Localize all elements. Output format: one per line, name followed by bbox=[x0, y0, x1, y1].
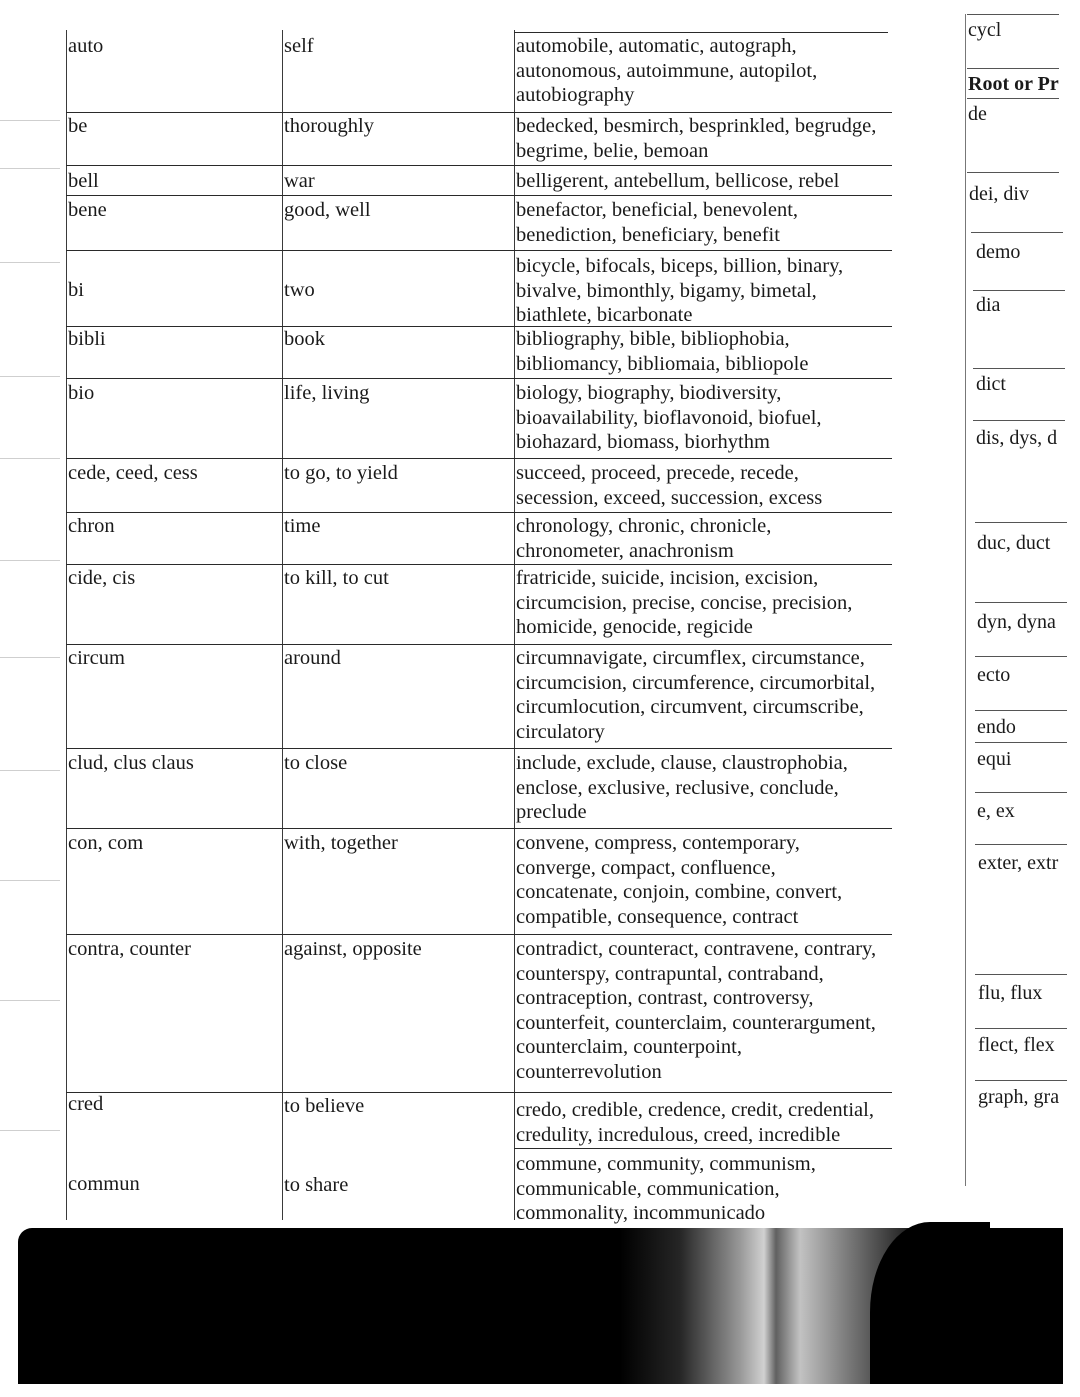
row-rule bbox=[967, 172, 1059, 173]
row-rule bbox=[66, 458, 892, 459]
root-cell: chron bbox=[68, 515, 115, 537]
row-rule bbox=[66, 512, 892, 513]
examples-cell: chronology, chronic, chronicle, chronometer, anachronism bbox=[516, 515, 772, 562]
meaning-cell: time bbox=[284, 515, 321, 537]
root-item: duc, duct bbox=[977, 532, 1051, 554]
scanner-shadow-curve bbox=[870, 1222, 990, 1384]
examples-cell: credo, credible, credence, credit, credential, credulity, incredulous, creed, incredible bbox=[516, 1099, 874, 1146]
meaning-cell: good, well bbox=[284, 199, 371, 221]
root-cell: cred bbox=[68, 1093, 104, 1115]
meaning-cell: to go, to yield bbox=[284, 462, 398, 484]
row-rule bbox=[66, 195, 892, 196]
margin-line bbox=[0, 458, 60, 459]
margin-line bbox=[0, 120, 60, 121]
row-rule bbox=[975, 844, 1067, 845]
row-rule bbox=[973, 290, 1065, 291]
root-item: flect, flex bbox=[978, 1034, 1055, 1056]
root-item: ecto bbox=[977, 664, 1011, 686]
meaning-cell: life, living bbox=[284, 382, 370, 404]
margin-line bbox=[0, 168, 60, 169]
root-cell: auto bbox=[68, 35, 104, 57]
root-cell: bibli bbox=[68, 328, 106, 350]
margin-line bbox=[0, 1130, 60, 1131]
margin-line bbox=[0, 770, 60, 771]
root-item: dict bbox=[976, 373, 1006, 395]
row-rule bbox=[66, 644, 892, 645]
column-divider bbox=[965, 14, 966, 1186]
meaning-cell: self bbox=[284, 35, 314, 57]
root-cell: circum bbox=[68, 647, 125, 669]
examples-cell: circumnavigate, circumflex, circumstance, circumcision, circumference, circumorbital, circumlocution, circumvent, circumscribe, circulatory bbox=[516, 647, 876, 743]
meaning-cell: to close bbox=[284, 752, 348, 774]
root-cell: bi bbox=[68, 279, 84, 301]
row-rule bbox=[66, 112, 892, 113]
meaning-cell: against, opposite bbox=[284, 938, 422, 960]
root-item: dyn, dyna bbox=[977, 611, 1056, 633]
meaning-cell: around bbox=[284, 647, 341, 669]
row-rule bbox=[975, 710, 1067, 711]
word-roots-table bbox=[66, 0, 896, 1222]
meaning-cell: to share bbox=[284, 1174, 349, 1196]
meaning-cell: thoroughly bbox=[284, 115, 374, 137]
row-rule bbox=[975, 522, 1067, 523]
root-item: exter, extr bbox=[978, 852, 1059, 874]
examples-cell: benefactor, beneficial, benevolent, benediction, beneficiary, benefit bbox=[516, 199, 799, 246]
root-item: equi bbox=[977, 748, 1012, 770]
column-divider bbox=[282, 30, 283, 1220]
margin-line bbox=[0, 262, 60, 263]
root-item: de bbox=[968, 103, 987, 125]
row-rule bbox=[971, 232, 1063, 233]
margin-line bbox=[0, 376, 60, 377]
root-item: dei, div bbox=[969, 183, 1029, 205]
root-cell: contra, counter bbox=[68, 938, 191, 960]
column-header: Root or Pr bbox=[968, 73, 1059, 95]
root-item: demo bbox=[976, 241, 1021, 263]
row-rule bbox=[975, 602, 1067, 603]
row-rule bbox=[975, 1080, 1067, 1081]
root-item: graph, gra bbox=[978, 1086, 1060, 1108]
examples-cell: convene, compress, contemporary, converge, compact, confluence, concatenate, conjoin, combine, convert, compatible, consequence, contract bbox=[516, 832, 843, 928]
examples-cell: belligerent, antebellum, bellicose, rebel bbox=[516, 170, 840, 192]
meaning-cell: with, together bbox=[284, 832, 398, 854]
examples-cell: contradict, counteract, contravene, contrary, counterspy, contrapuntal, contraband, contraception, contrast, controversy, counterfeit, counterclaim, counterargument, counterclaim, counterpoint, counterrevolution bbox=[516, 938, 877, 1083]
examples-cell: biology, biography, biodiversity, bioavailability, bioflavonoid, biofuel, biohazard, biomass, biorhythm bbox=[516, 382, 822, 453]
row-rule bbox=[975, 656, 1067, 657]
adjacent-page-fragment bbox=[965, 10, 1080, 1190]
examples-cell: bedecked, besmirch, besprinkled, begrudge, begrime, belie, bemoan bbox=[516, 115, 877, 162]
root-cell: con, com bbox=[68, 832, 144, 854]
root-cell: cide, cis bbox=[68, 567, 136, 589]
examples-cell: fratricide, suicide, incision, excision, circumcision, precise, concise, precision, homicide, genocide, regicide bbox=[516, 567, 853, 638]
row-rule bbox=[967, 14, 1059, 15]
root-cell: commun bbox=[68, 1173, 140, 1195]
row-rule bbox=[975, 742, 1067, 743]
row-rule bbox=[975, 1028, 1067, 1029]
root-cell: clud, clus claus bbox=[68, 752, 194, 774]
row-rule bbox=[967, 68, 1059, 69]
meaning-cell: to believe bbox=[284, 1095, 365, 1117]
margin-line bbox=[0, 880, 60, 881]
row-rule bbox=[66, 378, 892, 379]
row-rule bbox=[975, 974, 1067, 975]
root-item: flu, flux bbox=[978, 982, 1043, 1004]
row-rule bbox=[66, 564, 892, 565]
meaning-cell: to kill, to cut bbox=[284, 567, 389, 589]
examples-cell: automobile, automatic, autograph, autonomous, autoimmune, autopilot, autobiography bbox=[516, 35, 818, 106]
column-divider bbox=[66, 30, 67, 1220]
row-rule bbox=[66, 934, 892, 935]
examples-cell: commune, community, communism, communicable, communication, commonality, incommunicado bbox=[516, 1153, 816, 1224]
meaning-cell: book bbox=[284, 328, 325, 350]
examples-cell: include, exclude, clause, claustrophobia, enclose, exclusive, reclusive, conclude, preclude bbox=[516, 752, 848, 823]
row-rule bbox=[66, 748, 892, 749]
row-rule bbox=[66, 165, 892, 166]
margin-line bbox=[0, 657, 60, 658]
root-item: dis, dys, d bbox=[976, 427, 1058, 449]
row-rule bbox=[66, 828, 892, 829]
margin-line bbox=[0, 560, 60, 561]
examples-cell: bibliography, bible, bibliophobia, bibliomancy, bibliomaia, bibliopole bbox=[516, 328, 809, 375]
examples-cell: succeed, proceed, precede, recede, secession, exceed, succession, excess bbox=[516, 462, 823, 509]
examples-cell: bicycle, bifocals, biceps, billion, binary, bivalve, bimonthly, bigamy, bimetal, biathlete, bicarbonate bbox=[516, 255, 844, 326]
root-cell: bio bbox=[68, 382, 95, 404]
root-item: endo bbox=[977, 716, 1016, 738]
row-rule bbox=[514, 32, 888, 33]
row-rule bbox=[973, 368, 1065, 369]
meaning-cell: two bbox=[284, 279, 315, 301]
row-rule bbox=[967, 98, 1059, 99]
root-item: dia bbox=[976, 294, 1001, 316]
margin-line bbox=[0, 1000, 60, 1001]
root-item: cycl bbox=[968, 19, 1002, 41]
row-rule bbox=[973, 420, 1065, 421]
column-divider bbox=[514, 30, 515, 1220]
row-rule bbox=[514, 1148, 892, 1149]
root-cell: bene bbox=[68, 199, 107, 221]
row-rule bbox=[975, 792, 1067, 793]
root-cell: cede, ceed, cess bbox=[68, 462, 198, 484]
row-rule bbox=[66, 250, 892, 251]
root-cell: bell bbox=[68, 170, 99, 192]
root-item: e, ex bbox=[977, 800, 1015, 822]
root-cell: be bbox=[68, 115, 88, 137]
meaning-cell: war bbox=[284, 170, 315, 192]
